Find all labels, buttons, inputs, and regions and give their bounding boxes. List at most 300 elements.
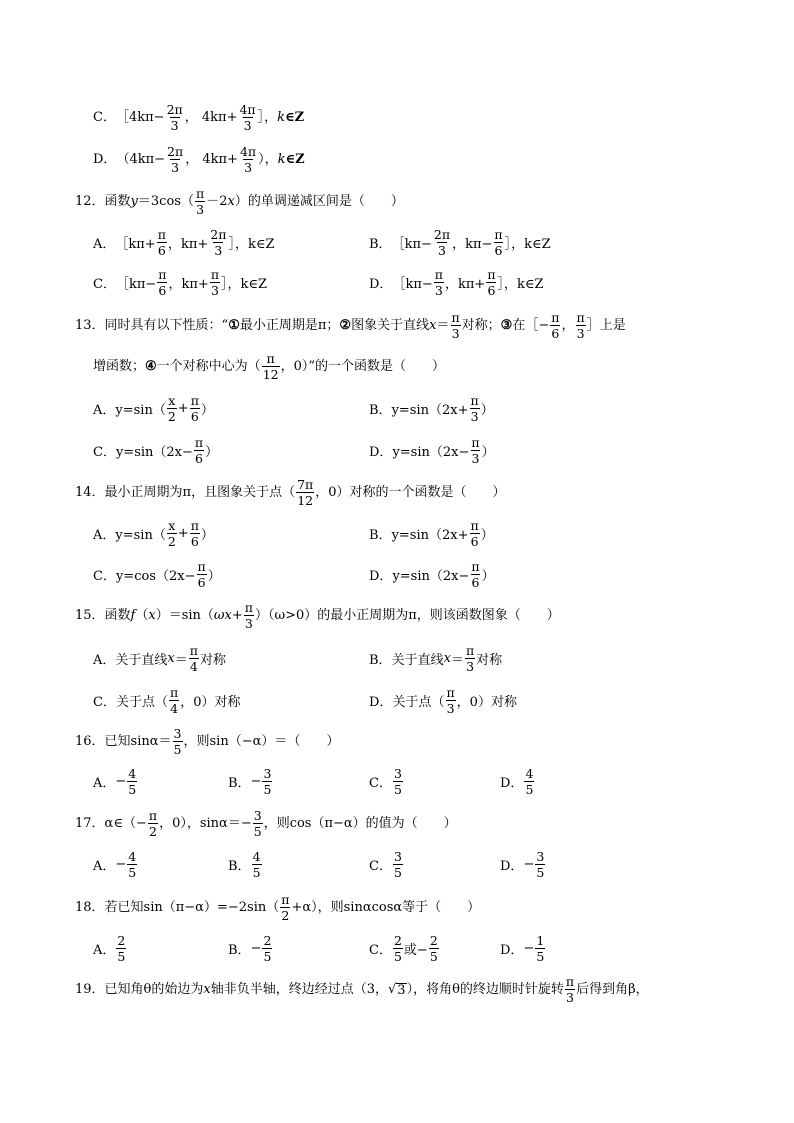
fraction: [194, 436, 204, 465]
fraction-part: 6: [470, 534, 479, 550]
text-segment: 或−: [403, 943, 428, 959]
fraction-part: 5: [525, 782, 534, 798]
text-segment: f: [130, 608, 136, 624]
q15-stem: [75, 601, 560, 630]
text-segment: ＝: [158, 734, 172, 750]
fraction: [196, 560, 206, 589]
text-segment: −: [153, 110, 165, 126]
text-segment: －2: [206, 194, 228, 210]
q15-option-a: [93, 644, 226, 673]
text-segment: ，0）”的一个函数是（ ）: [280, 359, 446, 375]
fraction-part: 3: [466, 659, 475, 675]
text-segment: C．: [93, 110, 116, 126]
fraction-part: π: [565, 974, 575, 989]
fraction-part: π: [210, 267, 220, 282]
fraction-part: 3: [244, 616, 253, 632]
fraction-part: 6: [190, 534, 199, 550]
fraction-part: 4π: [239, 102, 256, 117]
fraction-part: 5: [393, 782, 402, 798]
fraction-part: π: [189, 643, 198, 658]
text-segment: y=sin（2x−: [115, 445, 193, 461]
text-segment: ④: [145, 359, 157, 375]
text-segment: ）: [200, 403, 214, 419]
text-segment: ）: [207, 569, 221, 585]
text-segment: ，0）对称的一个函数是（ ）: [315, 485, 506, 501]
fraction: [116, 934, 126, 963]
fraction: [535, 850, 545, 879]
text-segment: ＝: [436, 318, 450, 334]
text-segment: +: [177, 401, 189, 417]
q13-option-b: [369, 394, 494, 423]
q16-option-d: [500, 767, 535, 796]
fraction-part: 5: [536, 865, 545, 881]
fraction: [252, 850, 262, 879]
text-segment: 关于点（: [115, 695, 168, 711]
text-segment: ②: [339, 318, 352, 334]
fraction: [190, 394, 200, 423]
text-segment: −: [154, 152, 166, 168]
fraction-part: 3: [243, 118, 252, 134]
fraction: [127, 767, 137, 796]
text-segment: y=cos（2x−: [115, 569, 196, 585]
fraction-part: π: [446, 685, 455, 700]
q17-option-d: [500, 850, 546, 879]
fraction-part: 3: [451, 326, 460, 342]
fraction: [262, 767, 272, 796]
q11-option-c: [93, 103, 304, 132]
text-segment: −: [523, 941, 535, 957]
text-segment: ）: [481, 445, 495, 461]
text-segment: +α），则sinαcosα等于（ ）: [291, 900, 481, 916]
text-segment: ，kπ+: [168, 277, 209, 293]
fraction-part: 4: [128, 766, 137, 781]
fraction-part: 3: [471, 451, 480, 467]
text-segment: ）: [481, 569, 495, 585]
text-segment: D．: [369, 445, 393, 461]
fraction-part: 3: [196, 202, 205, 218]
fraction-part: 3: [214, 243, 223, 259]
fraction-part: 2: [167, 409, 176, 425]
fraction: [166, 103, 184, 132]
text-segment: ，0），: [159, 816, 200, 832]
text-segment: y=sin（: [115, 528, 166, 544]
fraction-part: π: [244, 600, 253, 615]
text-segment: C．: [93, 695, 116, 711]
fraction-part: 3: [566, 990, 574, 1006]
text-segment: ，: [561, 318, 575, 334]
text-segment: k: [277, 152, 286, 168]
fraction-part: 1: [536, 933, 545, 948]
fraction-part: 4: [170, 701, 179, 717]
fraction-part: 7π: [297, 477, 314, 492]
fraction-part: 5: [393, 865, 402, 881]
text-segment: ］，k∈Z: [228, 237, 275, 253]
q13-option-d: [369, 436, 495, 465]
text-segment: ＝: [174, 653, 188, 669]
text-segment: y=sin（2x+: [391, 403, 469, 419]
fraction: [167, 394, 177, 423]
text-segment: x: [148, 608, 156, 624]
fraction: [169, 686, 179, 715]
text-segment: y=sin（2x−: [392, 569, 470, 585]
text-segment: D．: [369, 569, 393, 585]
fraction: [148, 809, 158, 838]
fraction-part: 5: [253, 824, 262, 840]
text-segment: ），将角θ的终边顺时针旋转: [406, 982, 564, 998]
text-segment: α∈（−: [104, 816, 147, 832]
text-segment: D．: [500, 943, 524, 959]
fraction-part: 12: [297, 493, 314, 509]
text-segment: D．: [500, 776, 524, 792]
text-segment: 18．若已知: [75, 900, 144, 916]
fraction: [470, 436, 480, 465]
fraction: [280, 893, 290, 922]
fraction-part: 6: [197, 575, 206, 591]
text-segment: ∈Z: [285, 152, 305, 168]
fraction-part: 3: [576, 326, 585, 342]
fraction-part: π: [470, 518, 479, 533]
text-segment: 对称；: [461, 318, 501, 334]
text-segment: ，0）对称: [180, 695, 241, 711]
fraction-part: 12: [262, 367, 279, 383]
sqrt-symbol: √: [388, 982, 397, 998]
fraction-part: 2π: [210, 227, 227, 242]
text-segment: ］，k∈Z: [221, 277, 268, 293]
fraction-part: 3: [434, 283, 443, 299]
text-segment: B．: [369, 403, 392, 419]
fraction-part: π: [195, 186, 205, 201]
text-segment: x: [443, 651, 451, 667]
q12-option-b: [369, 228, 551, 257]
text-segment: C．: [369, 859, 392, 875]
text-segment: ］，k∈Z: [497, 277, 544, 293]
fraction: [393, 934, 403, 963]
text-segment: −: [250, 941, 262, 957]
q19-stem: [75, 975, 649, 1004]
q15-option-c: [93, 686, 240, 715]
fraction-part: π: [169, 685, 179, 700]
fraction: [486, 268, 496, 297]
fraction-part: π: [148, 808, 158, 823]
fraction-part: 5: [429, 949, 438, 965]
q16-option-b: [228, 767, 273, 796]
text-segment: 一个对称中心为（: [156, 359, 261, 375]
q12-option-d: [369, 268, 544, 297]
fraction-part: 6: [195, 451, 203, 467]
text-segment: A．: [93, 653, 116, 669]
fraction: [210, 268, 220, 297]
fraction-part: 6: [494, 243, 503, 259]
fraction: [239, 145, 257, 174]
fraction-part: 5: [393, 949, 402, 965]
fraction: [244, 601, 254, 630]
fraction-part: π: [576, 310, 585, 325]
text-segment: 3: [397, 982, 406, 998]
fraction: [429, 934, 439, 963]
fraction: [189, 644, 199, 673]
text-segment: 对称: [199, 653, 226, 669]
fraction-part: 3: [536, 849, 545, 864]
fraction-part: π: [281, 892, 290, 907]
q18-option-d: [500, 934, 546, 963]
text-segment: 12．函数: [75, 194, 131, 210]
text-segment: ，则cos（π−α）的值为（ ）: [263, 816, 457, 832]
text-segment: ）: [200, 528, 214, 544]
text-segment: ）: [480, 528, 494, 544]
text-segment: ，则sin（−α）＝（ ）: [183, 734, 340, 750]
text-segment: 轴非负半轴，终边经过点（3，: [210, 982, 388, 998]
q12-option-c: [93, 268, 267, 297]
text-segment: 13．同时具有以下性质：“: [75, 318, 229, 334]
text-segment: ［kπ−: [391, 237, 432, 253]
fraction: [157, 268, 167, 297]
q16-option-c: [369, 767, 404, 796]
text-segment: 关于直线: [391, 653, 444, 669]
text-segment: D．: [500, 859, 524, 875]
text-segment: k: [277, 110, 286, 126]
text-segment: C．: [93, 277, 116, 293]
text-segment: A．: [93, 859, 116, 875]
text-segment: B．: [369, 237, 392, 253]
text-segment: +: [177, 526, 189, 542]
fraction-part: 6: [551, 326, 560, 342]
fraction: [470, 560, 480, 589]
text-segment: A．: [93, 528, 116, 544]
fraction-part: 2: [117, 933, 126, 948]
fraction-part: π: [197, 559, 206, 574]
text-segment: −: [115, 857, 127, 873]
fraction-part: π: [194, 435, 204, 450]
text-segment: ］上是: [586, 318, 626, 334]
text-segment: （: [135, 608, 149, 624]
text-segment: ，kπ−: [452, 237, 493, 253]
q18-option-b: [228, 934, 273, 963]
q18-option-a: [93, 934, 127, 963]
text-segment: π: [145, 152, 155, 168]
text-segment: A．: [93, 403, 116, 419]
text-segment: C．: [369, 943, 392, 959]
text-segment: 增函数；: [93, 359, 146, 375]
text-segment: 17．: [75, 816, 105, 832]
q13-option-a: [93, 394, 214, 423]
fraction-part: 5: [128, 782, 137, 798]
fraction-part: π: [158, 267, 167, 282]
fraction: [166, 145, 184, 174]
fraction-part: π: [157, 227, 166, 242]
fraction: [262, 934, 272, 963]
fraction: [167, 519, 177, 548]
fraction-part: π: [266, 351, 275, 366]
text-segment: sinα: [130, 734, 159, 750]
fraction-part: 4: [128, 849, 137, 864]
fraction: [393, 767, 403, 796]
text-segment: ωx: [213, 608, 232, 624]
fraction-part: 3: [393, 849, 402, 864]
text-segment: ），: [258, 152, 278, 168]
fraction-part: 5: [536, 949, 545, 965]
fraction: [296, 478, 314, 507]
text-segment: sinα: [199, 816, 228, 832]
text-segment: 14．最小正周期为π，且图象关于点（: [75, 485, 296, 501]
fraction: [173, 727, 183, 756]
text-segment: 关于点（: [392, 695, 445, 711]
text-segment: ［4k: [115, 110, 146, 126]
q14-option-a: [93, 519, 214, 548]
fraction-part: 2: [429, 933, 438, 948]
q14-option-b: [369, 519, 494, 548]
fraction-part: 6: [157, 243, 166, 259]
fraction: [157, 228, 167, 257]
fraction-part: π: [487, 267, 496, 282]
fraction-part: 5: [263, 782, 272, 798]
fraction-part: 5: [252, 865, 261, 881]
fraction: [238, 103, 256, 132]
fraction-part: 3: [470, 409, 479, 425]
text-segment: x: [203, 982, 211, 998]
text-segment: B．: [228, 776, 251, 792]
text-segment: 后得到角β，: [576, 982, 649, 998]
fraction-part: 3: [253, 808, 262, 823]
text-segment: D．: [369, 277, 393, 293]
text-segment: B．: [369, 653, 392, 669]
text-segment: y=sin（2x+: [391, 528, 469, 544]
text-segment: ］，: [257, 110, 278, 126]
fraction-part: π: [494, 227, 503, 242]
text-segment: y=sin（2x−: [392, 445, 470, 461]
fraction: [524, 767, 534, 796]
fraction-part: π: [551, 310, 560, 325]
fraction: [262, 352, 280, 381]
q12-option-a: [93, 228, 274, 257]
text-segment: C．: [93, 445, 116, 461]
fraction-part: 2π: [166, 102, 183, 117]
fraction-part: 2: [167, 534, 176, 550]
text-segment: D．: [93, 152, 117, 168]
text-segment: B．: [228, 943, 251, 959]
text-segment: +: [231, 608, 243, 624]
fraction-part: π: [470, 393, 479, 408]
fraction-part: 3: [210, 283, 219, 299]
text-segment: ［kπ−: [392, 277, 433, 293]
fraction-part: 2: [393, 933, 402, 948]
text-segment: ∈Z: [285, 110, 305, 126]
fraction: [565, 975, 575, 1004]
q13-stem-line1: [75, 311, 626, 340]
text-segment: y=sin（: [115, 403, 166, 419]
text-segment: ］，k∈Z: [504, 237, 551, 253]
fraction: [550, 311, 560, 340]
q17-option-b: [228, 850, 263, 879]
q16-stem: [75, 727, 339, 756]
fraction-part: 3: [173, 726, 182, 741]
text-segment: −: [250, 774, 262, 790]
text-segment: D．: [369, 695, 393, 711]
text-segment: A．: [93, 237, 116, 253]
text-segment: ）的单调递减区间是（ ）: [234, 194, 404, 210]
fraction-part: 6: [487, 283, 496, 299]
fraction-part: 4: [252, 849, 261, 864]
text-segment: π: [145, 110, 154, 126]
text-segment: x: [227, 194, 235, 210]
text-segment: C．: [93, 569, 116, 585]
q17-stem: [75, 809, 457, 838]
fraction-part: 3: [171, 160, 180, 176]
text-segment: 在［−: [512, 318, 550, 334]
fraction: [209, 228, 227, 257]
fraction: [445, 686, 455, 715]
text-segment: 图象关于直线: [351, 318, 430, 334]
q15-option-d: [369, 686, 517, 715]
q18-stem: [75, 893, 480, 922]
fraction-part: 5: [173, 742, 182, 758]
text-segment: 19．已知角θ的始边为: [75, 982, 204, 998]
text-segment: B．: [228, 859, 251, 875]
text-segment: +: [226, 110, 238, 126]
fraction-part: 2π: [433, 227, 451, 242]
text-segment: ，kπ+: [167, 237, 209, 253]
fraction-part: 2: [148, 824, 157, 840]
text-segment: A．: [93, 943, 116, 959]
fraction-part: 3: [170, 118, 179, 134]
fraction-part: x: [168, 393, 176, 408]
fraction-part: 6: [158, 283, 167, 299]
text-segment: ， 4k: [184, 110, 219, 126]
fraction-part: 4: [525, 766, 534, 781]
text-segment: ＝3cos（: [137, 194, 194, 210]
text-segment: ③: [500, 318, 513, 334]
text-segment: 15．函数: [75, 608, 131, 624]
fraction-part: 5: [117, 949, 126, 965]
fraction-part: 3: [438, 243, 446, 259]
q16-option-a: [93, 767, 138, 796]
fraction: [575, 311, 585, 340]
text-segment: B．: [369, 528, 392, 544]
text-segment: 16．已知: [75, 734, 131, 750]
text-segment: −: [115, 774, 127, 790]
q12-stem: [75, 187, 404, 216]
fraction: [393, 850, 403, 879]
text-segment: ）（ω>0）的最小正周期为π，则该函数图象（ ）: [254, 608, 560, 624]
text-segment: y: [130, 194, 138, 210]
fraction: [195, 187, 205, 216]
text-segment: ＝: [450, 653, 464, 669]
text-segment: x: [167, 651, 175, 667]
fraction-part: 3: [446, 701, 455, 717]
fraction-part: π: [471, 559, 480, 574]
text-segment: ）: [480, 403, 494, 419]
text-segment: ）＝sin（: [155, 608, 214, 624]
text-segment: ，kπ+: [444, 277, 486, 293]
text-segment: π: [218, 110, 227, 126]
fraction-part: 4: [189, 659, 198, 675]
fraction-part: 3: [393, 766, 402, 781]
text-segment: ）: [205, 445, 219, 461]
text-segment: ，0）对称: [456, 695, 517, 711]
fraction: [127, 850, 137, 879]
text-segment: A．: [93, 776, 116, 792]
fraction-part: 2π: [167, 144, 184, 159]
text-segment: ［kπ+: [115, 237, 156, 253]
fraction: [465, 644, 475, 673]
q18-option-c: [369, 934, 440, 963]
text-segment: 对称: [476, 653, 503, 669]
fraction: [433, 228, 451, 257]
fraction-part: 6: [471, 575, 480, 591]
fraction-part: 2: [281, 908, 290, 924]
text-segment: 最小正周期是π；: [239, 318, 340, 334]
text-segment: 关于直线: [115, 653, 168, 669]
q17-option-c: [369, 850, 404, 879]
